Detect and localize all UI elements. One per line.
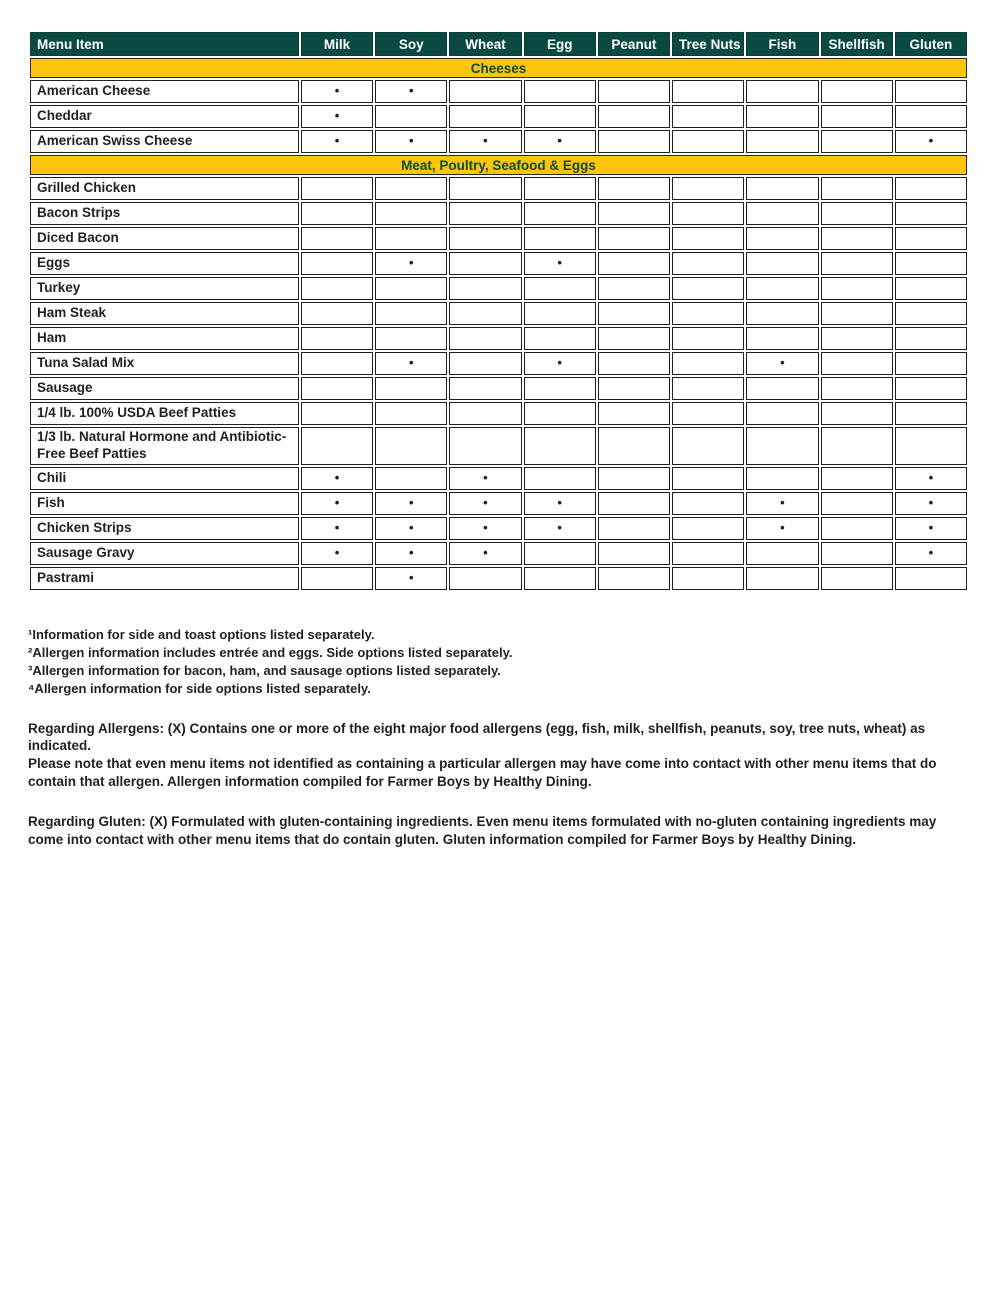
allergen-mark-cell-wheat <box>449 327 521 350</box>
allergen-mark-cell-tree-nuts <box>672 467 744 490</box>
allergen-mark-cell-egg: • <box>524 130 596 153</box>
allergen-mark-cell-shellfish <box>821 427 893 465</box>
allergen-note-line: Regarding Allergens: (X) Contains one or more of the eight major food allergens (egg, fish, milk, shellfish, peanuts, soy, tree nuts, wheat) as indicated. <box>28 720 926 754</box>
allergen-mark-cell-soy: • <box>375 567 447 590</box>
allergen-mark-cell-fish: • <box>746 352 818 375</box>
footnote: ¹Information for side and toast options listed separately. <box>28 626 375 642</box>
allergen-mark-cell-shellfish <box>821 105 893 128</box>
section-row <box>30 155 967 175</box>
section-row <box>30 58 967 78</box>
table-row <box>30 427 967 465</box>
table-row <box>30 252 967 275</box>
allergen-mark-cell-gluten <box>895 252 967 275</box>
allergen-mark-cell-peanut <box>598 542 670 565</box>
allergen-mark-cell-egg <box>524 302 596 325</box>
menu-item-cell: 1/4 lb. 100% USDA Beef Patties <box>30 402 299 425</box>
menu-item-cell: Ham <box>30 327 299 350</box>
allergen-mark-cell-egg <box>524 202 596 225</box>
allergen-mark-cell-peanut <box>598 492 670 515</box>
allergen-mark-cell-soy <box>375 327 447 350</box>
allergen-mark-cell-milk <box>301 202 373 225</box>
allergen-mark-cell-shellfish <box>821 517 893 540</box>
allergen-mark-cell-peanut <box>598 567 670 590</box>
menu-item-cell: Chili <box>30 467 299 490</box>
allergen-note <box>28 720 970 792</box>
allergen-mark-cell-shellfish <box>821 227 893 250</box>
table-head <box>30 32 967 56</box>
menu-item-cell: American Cheese <box>30 80 299 103</box>
allergen-mark-cell-fish <box>746 252 818 275</box>
menu-item-cell: Sausage Gravy <box>30 542 299 565</box>
allergen-mark-cell-egg <box>524 377 596 400</box>
column-header-wheat: Wheat <box>449 32 521 56</box>
allergen-mark-cell-milk: • <box>301 467 373 490</box>
menu-item-cell: American Swiss Cheese <box>30 130 299 153</box>
allergen-mark-cell-peanut <box>598 252 670 275</box>
allergen-mark-cell-fish <box>746 542 818 565</box>
allergen-mark-cell-fish <box>746 427 818 465</box>
allergen-mark-cell-tree-nuts <box>672 427 744 465</box>
allergen-mark-cell-soy <box>375 402 447 425</box>
allergen-mark-cell-gluten <box>895 227 967 250</box>
table-row <box>30 105 967 128</box>
allergen-mark-cell-milk <box>301 327 373 350</box>
allergen-mark-cell-tree-nuts <box>672 177 744 200</box>
allergen-mark-cell-tree-nuts <box>672 130 744 153</box>
allergen-mark-cell-soy <box>375 277 447 300</box>
allergen-mark-cell-gluten <box>895 567 967 590</box>
table-row <box>30 202 967 225</box>
allergen-mark-cell-soy <box>375 202 447 225</box>
allergen-mark-cell-peanut <box>598 80 670 103</box>
allergen-mark-cell-peanut <box>598 130 670 153</box>
allergen-mark-cell-gluten <box>895 177 967 200</box>
menu-item-cell: Sausage <box>30 377 299 400</box>
allergen-mark-cell-wheat: • <box>449 130 521 153</box>
allergen-mark-cell-milk: • <box>301 130 373 153</box>
gluten-note-line: Regarding Gluten: (X) Formulated with gluten-containing ingredients. Even menu items formulated with no-gluten containing ingredients may come into contact with other menu items that do contain gluten. Gluten information compiled for Farmer Boys by Healthy Dining. <box>28 814 937 848</box>
allergen-mark-cell-wheat <box>449 202 521 225</box>
allergen-mark-cell-milk: • <box>301 80 373 103</box>
column-header-gluten: Gluten <box>895 32 967 56</box>
allergen-mark-cell-shellfish <box>821 277 893 300</box>
allergen-mark-cell-peanut <box>598 352 670 375</box>
allergen-mark-cell-peanut <box>598 517 670 540</box>
column-header-soy: Soy <box>375 32 447 56</box>
allergen-mark-cell-gluten <box>895 402 967 425</box>
allergen-mark-cell-fish <box>746 467 818 490</box>
allergen-mark-cell-tree-nuts <box>672 80 744 103</box>
allergen-mark-cell-milk <box>301 377 373 400</box>
allergen-mark-cell-soy <box>375 302 447 325</box>
header-row <box>30 32 967 56</box>
allergen-mark-cell-fish <box>746 130 818 153</box>
allergen-mark-cell-soy <box>375 427 447 465</box>
allergen-mark-cell-soy: • <box>375 80 447 103</box>
footnote: ³Allergen information for bacon, ham, and sausage options listed separately. <box>28 662 501 678</box>
allergen-mark-cell-tree-nuts <box>672 567 744 590</box>
allergen-mark-cell-shellfish <box>821 402 893 425</box>
allergen-mark-cell-fish <box>746 377 818 400</box>
allergen-mark-cell-fish <box>746 302 818 325</box>
allergen-mark-cell-wheat <box>449 352 521 375</box>
section-header: Cheeses <box>30 58 967 78</box>
allergen-mark-cell-peanut <box>598 427 670 465</box>
menu-item-cell: Chicken Strips <box>30 517 299 540</box>
allergen-mark-cell-gluten: • <box>895 467 967 490</box>
allergen-mark-cell-gluten <box>895 327 967 350</box>
menu-item-cell: Bacon Strips <box>30 202 299 225</box>
menu-item-cell: Ham Steak <box>30 302 299 325</box>
table-row <box>30 177 967 200</box>
table-row <box>30 542 967 565</box>
allergen-mark-cell-soy: • <box>375 252 447 275</box>
allergen-mark-cell-tree-nuts <box>672 302 744 325</box>
allergen-mark-cell-wheat <box>449 252 521 275</box>
table-row <box>30 277 967 300</box>
menu-item-cell: Cheddar <box>30 105 299 128</box>
allergen-mark-cell-milk <box>301 227 373 250</box>
allergen-mark-cell-milk <box>301 427 373 465</box>
allergen-mark-cell-shellfish <box>821 302 893 325</box>
table-row <box>30 377 967 400</box>
allergen-mark-cell-peanut <box>598 467 670 490</box>
allergen-mark-cell-peanut <box>598 327 670 350</box>
allergen-mark-cell-fish: • <box>746 492 818 515</box>
table-row <box>30 302 967 325</box>
allergen-mark-cell-peanut <box>598 177 670 200</box>
allergen-mark-cell-egg: • <box>524 492 596 515</box>
allergen-mark-cell-tree-nuts <box>672 252 744 275</box>
allergen-mark-cell-gluten <box>895 427 967 465</box>
allergen-mark-cell-peanut <box>598 105 670 128</box>
menu-item-cell: Tuna Salad Mix <box>30 352 299 375</box>
table-row <box>30 227 967 250</box>
allergen-mark-cell-shellfish <box>821 467 893 490</box>
allergen-mark-cell-soy: • <box>375 130 447 153</box>
allergen-mark-cell-wheat <box>449 177 521 200</box>
allergen-mark-cell-milk: • <box>301 492 373 515</box>
allergen-mark-cell-milk: • <box>301 517 373 540</box>
allergen-mark-cell-shellfish <box>821 252 893 275</box>
allergen-mark-cell-shellfish <box>821 492 893 515</box>
allergen-mark-cell-peanut <box>598 377 670 400</box>
allergen-mark-cell-wheat <box>449 567 521 590</box>
footnote: ²Allergen information includes entrée and eggs. Side options listed separately. <box>28 644 513 660</box>
allergen-mark-cell-wheat: • <box>449 492 521 515</box>
allergen-mark-cell-egg <box>524 227 596 250</box>
footnote: ⁴Allergen information for side options listed separately. <box>28 680 371 696</box>
menu-item-cell: 1/3 lb. Natural Hormone and Antibiotic-Free Beef Patties <box>30 427 299 465</box>
column-header-peanut: Peanut <box>598 32 670 56</box>
allergen-mark-cell-tree-nuts <box>672 402 744 425</box>
menu-item-cell: Fish <box>30 492 299 515</box>
allergen-mark-cell-gluten: • <box>895 492 967 515</box>
allergen-mark-cell-wheat: • <box>449 517 521 540</box>
menu-item-cell: Eggs <box>30 252 299 275</box>
allergen-mark-cell-shellfish <box>821 377 893 400</box>
allergen-mark-cell-peanut <box>598 277 670 300</box>
allergen-mark-cell-soy <box>375 105 447 128</box>
allergen-mark-cell-tree-nuts <box>672 277 744 300</box>
allergen-mark-cell-fish <box>746 202 818 225</box>
allergen-mark-cell-wheat: • <box>449 467 521 490</box>
allergen-mark-cell-egg: • <box>524 252 596 275</box>
allergen-mark-cell-peanut <box>598 202 670 225</box>
allergen-mark-cell-egg: • <box>524 517 596 540</box>
allergen-mark-cell-tree-nuts <box>672 352 744 375</box>
allergen-mark-cell-gluten: • <box>895 542 967 565</box>
allergen-mark-cell-tree-nuts <box>672 327 744 350</box>
table-body <box>30 58 967 590</box>
allergen-mark-cell-egg <box>524 567 596 590</box>
menu-item-cell: Turkey <box>30 277 299 300</box>
allergen-mark-cell-egg: • <box>524 352 596 375</box>
allergen-mark-cell-shellfish <box>821 202 893 225</box>
allergen-mark-cell-fish <box>746 567 818 590</box>
allergen-mark-cell-wheat <box>449 80 521 103</box>
allergen-mark-cell-shellfish <box>821 567 893 590</box>
allergen-mark-cell-milk: • <box>301 542 373 565</box>
allergen-mark-cell-shellfish <box>821 130 893 153</box>
allergen-mark-cell-tree-nuts <box>672 492 744 515</box>
table-row <box>30 80 967 103</box>
allergen-mark-cell-egg <box>524 105 596 128</box>
allergen-mark-cell-egg <box>524 80 596 103</box>
allergen-mark-cell-egg <box>524 277 596 300</box>
column-header-milk: Milk <box>301 32 373 56</box>
table-row <box>30 327 967 350</box>
menu-item-cell: Diced Bacon <box>30 227 299 250</box>
section-header: Meat, Poultry, Seafood & Eggs <box>30 155 967 175</box>
column-header-fish: Fish <box>746 32 818 56</box>
allergen-mark-cell-fish <box>746 227 818 250</box>
allergen-mark-cell-shellfish <box>821 542 893 565</box>
allergen-note-line: Please note that even menu items not identified as containing a particular allergen may have come into contact with other menu items that do contain that allergen. Allergen information compiled for Farmer Boys by Healthy Dining. <box>28 756 937 790</box>
allergen-mark-cell-tree-nuts <box>672 202 744 225</box>
allergen-mark-cell-fish <box>746 277 818 300</box>
allergen-mark-cell-gluten <box>895 105 967 128</box>
allergen-mark-cell-fish <box>746 177 818 200</box>
allergen-mark-cell-wheat <box>449 427 521 465</box>
allergen-mark-cell-shellfish <box>821 80 893 103</box>
allergen-mark-cell-wheat <box>449 377 521 400</box>
allergen-mark-cell-fish: • <box>746 517 818 540</box>
allergen-mark-cell-gluten: • <box>895 517 967 540</box>
allergen-mark-cell-milk: • <box>301 105 373 128</box>
allergen-mark-cell-fish <box>746 402 818 425</box>
column-header-egg: Egg <box>524 32 596 56</box>
allergen-mark-cell-milk <box>301 277 373 300</box>
allergen-mark-cell-egg <box>524 327 596 350</box>
allergen-mark-cell-tree-nuts <box>672 542 744 565</box>
allergen-mark-cell-milk <box>301 567 373 590</box>
allergen-mark-cell-milk <box>301 177 373 200</box>
table-row <box>30 517 967 540</box>
allergen-mark-cell-peanut <box>598 302 670 325</box>
allergen-mark-cell-soy <box>375 177 447 200</box>
column-header-shellfish: Shellfish <box>821 32 893 56</box>
allergen-mark-cell-fish <box>746 105 818 128</box>
allergen-mark-cell-wheat <box>449 277 521 300</box>
allergen-mark-cell-peanut <box>598 227 670 250</box>
table-row <box>30 492 967 515</box>
allergen-table <box>28 30 969 592</box>
footnotes <box>28 626 972 698</box>
allergen-mark-cell-gluten <box>895 202 967 225</box>
allergen-mark-cell-egg <box>524 427 596 465</box>
menu-item-cell: Grilled Chicken <box>30 177 299 200</box>
allergen-mark-cell-gluten <box>895 277 967 300</box>
allergen-mark-cell-soy: • <box>375 517 447 540</box>
allergen-mark-cell-wheat: • <box>449 542 521 565</box>
allergen-mark-cell-gluten <box>895 352 967 375</box>
column-header-tree-nuts: Tree Nuts <box>672 32 744 56</box>
allergen-mark-cell-peanut <box>598 402 670 425</box>
allergen-mark-cell-soy <box>375 467 447 490</box>
table-row <box>30 567 967 590</box>
allergen-mark-cell-shellfish <box>821 352 893 375</box>
allergen-mark-cell-tree-nuts <box>672 517 744 540</box>
allergen-mark-cell-wheat <box>449 302 521 325</box>
menu-item-cell: Pastrami <box>30 567 299 590</box>
allergen-mark-cell-gluten <box>895 302 967 325</box>
allergen-mark-cell-soy: • <box>375 492 447 515</box>
allergen-mark-cell-gluten: • <box>895 130 967 153</box>
table-row <box>30 467 967 490</box>
allergen-mark-cell-soy <box>375 227 447 250</box>
allergen-mark-cell-gluten <box>895 377 967 400</box>
allergen-mark-cell-egg <box>524 542 596 565</box>
allergen-mark-cell-milk <box>301 302 373 325</box>
allergen-mark-cell-egg <box>524 402 596 425</box>
allergen-mark-cell-soy: • <box>375 542 447 565</box>
allergen-mark-cell-milk <box>301 402 373 425</box>
allergen-mark-cell-fish <box>746 80 818 103</box>
allergen-mark-cell-tree-nuts <box>672 105 744 128</box>
allergen-mark-cell-tree-nuts <box>672 377 744 400</box>
allergen-mark-cell-tree-nuts <box>672 227 744 250</box>
allergen-mark-cell-soy: • <box>375 352 447 375</box>
allergen-mark-cell-shellfish <box>821 177 893 200</box>
table-row <box>30 130 967 153</box>
allergen-mark-cell-shellfish <box>821 327 893 350</box>
allergen-mark-cell-milk <box>301 352 373 375</box>
allergen-mark-cell-egg <box>524 467 596 490</box>
allergen-mark-cell-egg <box>524 177 596 200</box>
allergen-mark-cell-wheat <box>449 105 521 128</box>
table-row <box>30 402 967 425</box>
allergen-mark-cell-wheat <box>449 227 521 250</box>
allergen-mark-cell-milk <box>301 252 373 275</box>
gluten-note <box>28 813 970 849</box>
column-header-menu-item: Menu Item <box>30 32 299 56</box>
table-row <box>30 352 967 375</box>
allergen-mark-cell-soy <box>375 377 447 400</box>
allergen-mark-cell-gluten <box>895 80 967 103</box>
allergen-mark-cell-wheat <box>449 402 521 425</box>
allergen-mark-cell-fish <box>746 327 818 350</box>
